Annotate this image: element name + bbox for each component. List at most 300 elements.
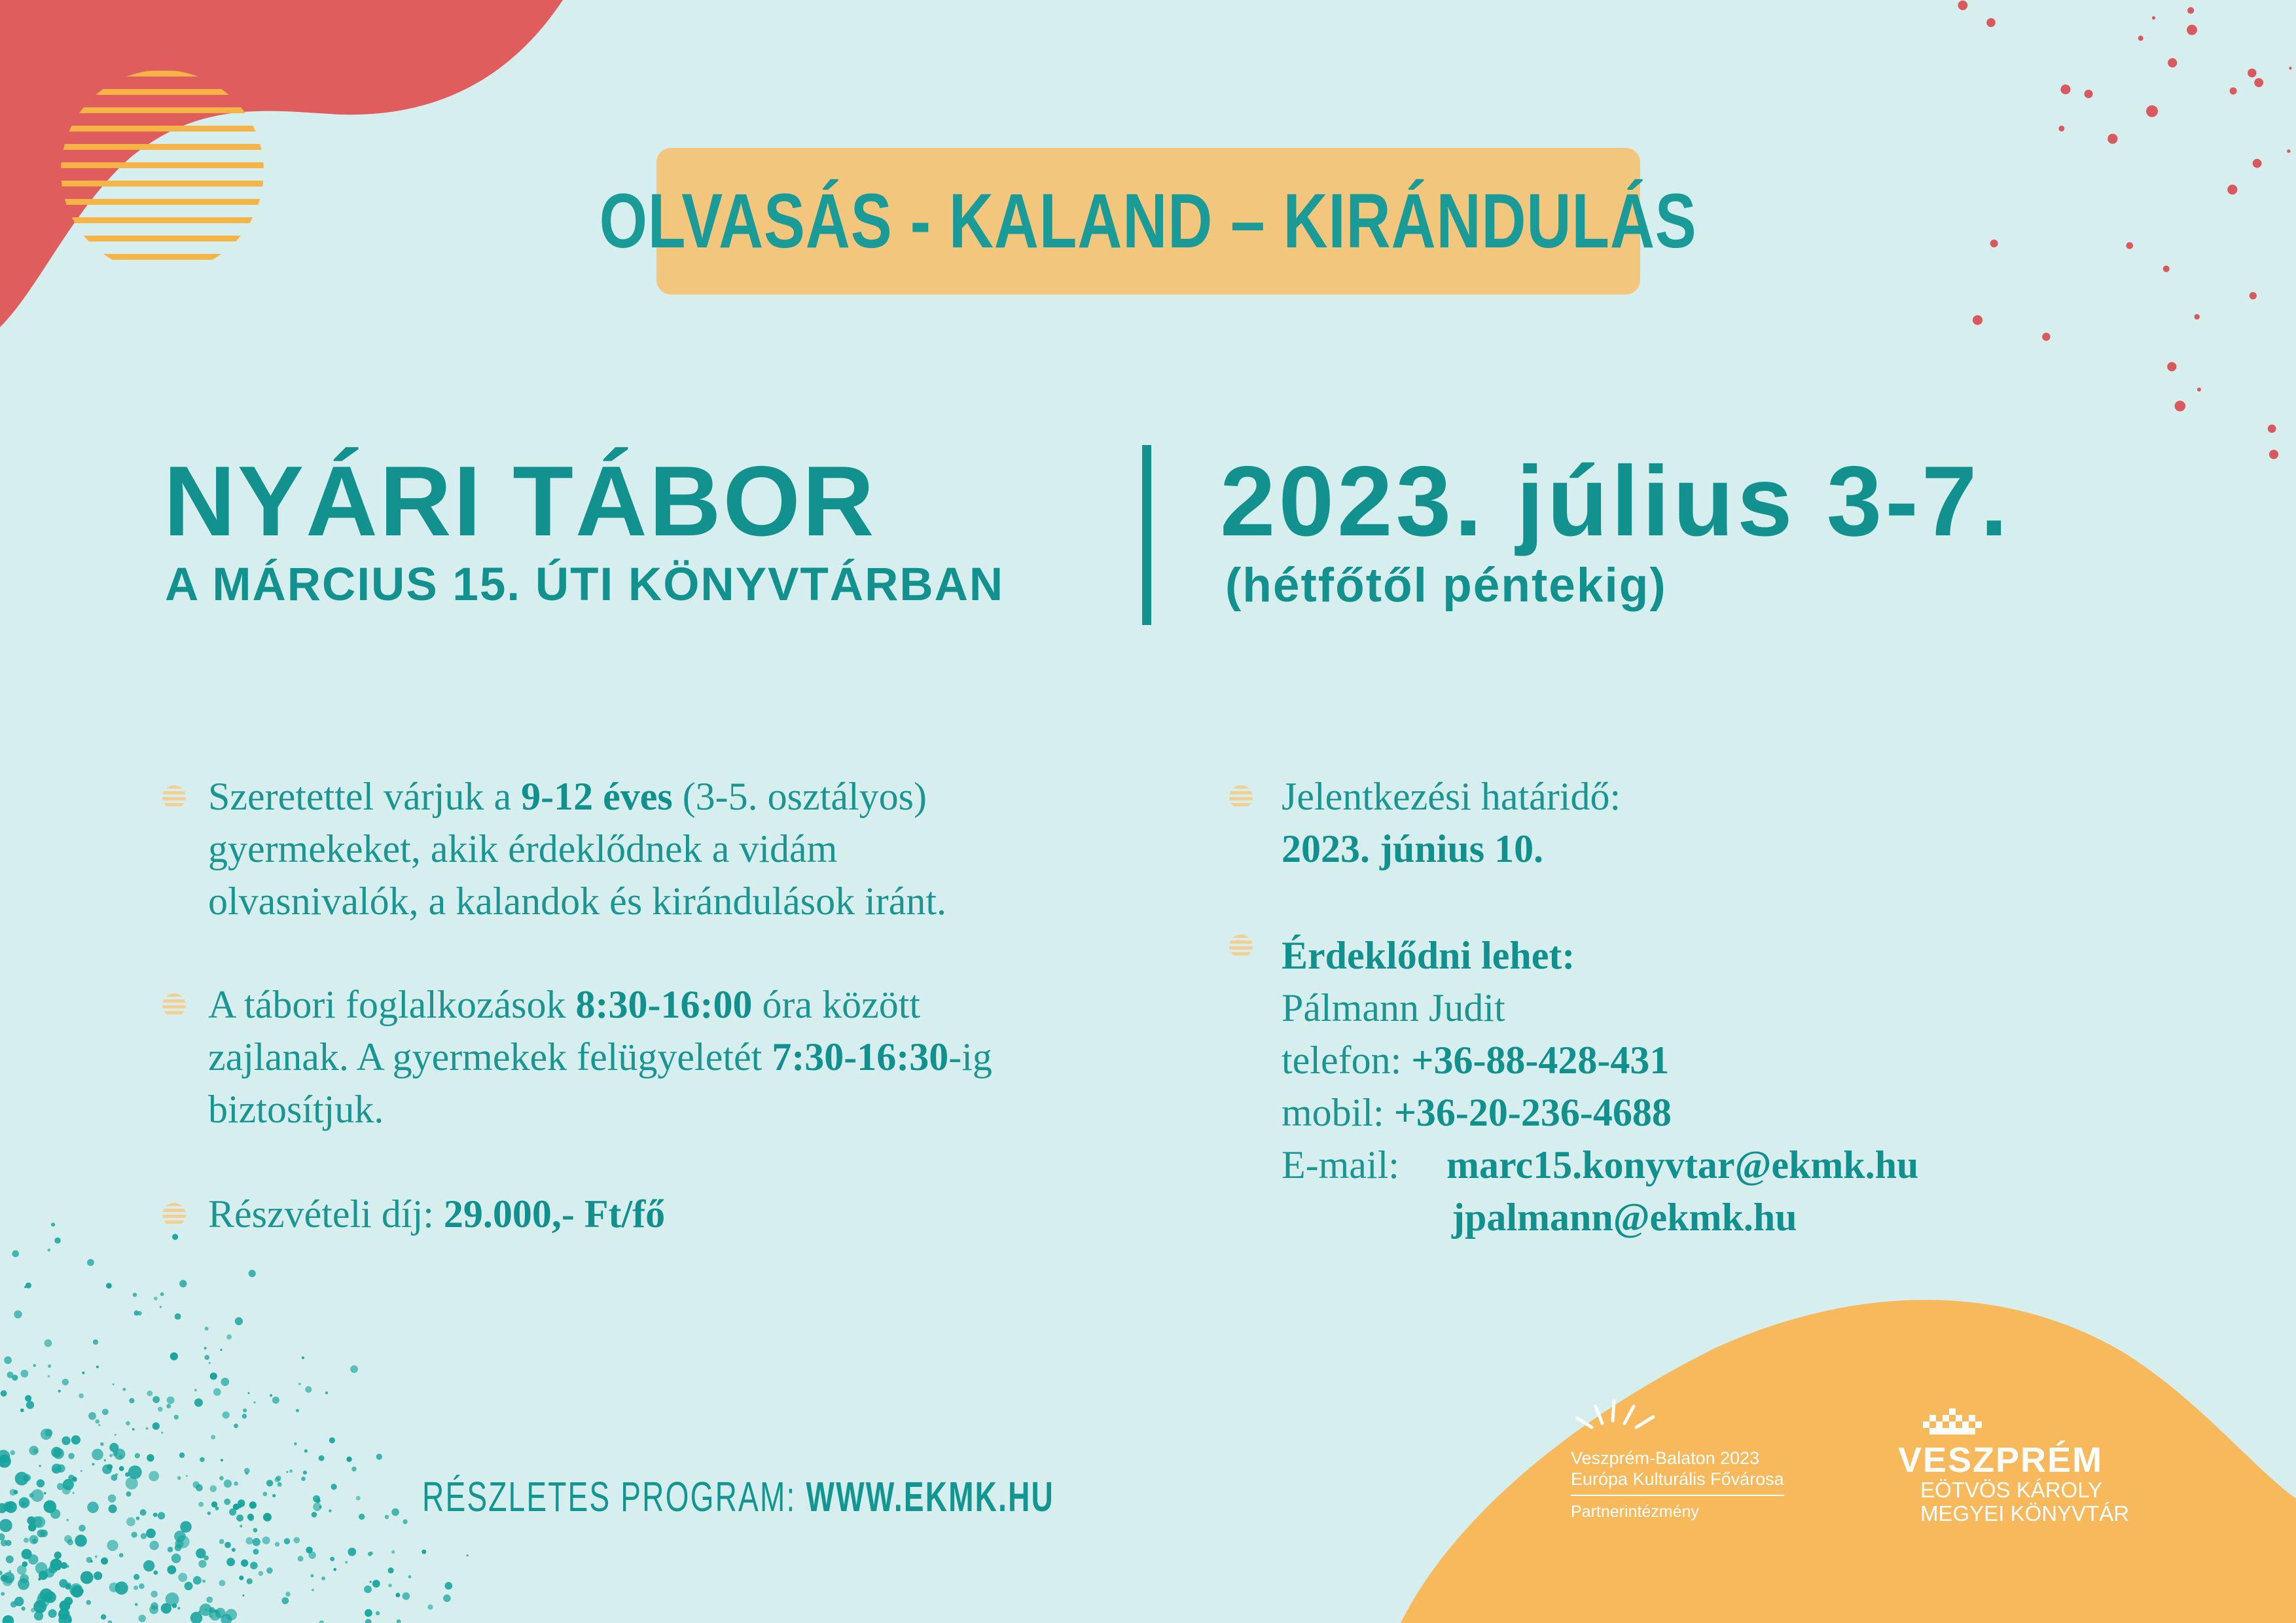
splatter-dot [37, 1479, 45, 1487]
splatter-dot [47, 1249, 50, 1252]
splatter-dot [20, 1408, 24, 1412]
splatter-dot [1, 1540, 7, 1546]
splatter-dot [2138, 35, 2144, 41]
splatter-dot [213, 1388, 221, 1396]
splatter-dot [284, 1538, 291, 1544]
splatter-dot [2167, 362, 2176, 371]
splatter-dot [2289, 67, 2291, 69]
splatter-dot [2269, 450, 2278, 459]
splatter-dot [198, 1502, 204, 1507]
splatter-dot [149, 1541, 158, 1550]
splatter-dot [294, 1442, 296, 1445]
contact-info [1282, 929, 1918, 1243]
splatter-dot [185, 1582, 193, 1590]
splatter-dot [209, 1614, 213, 1618]
splatter-dot [275, 1542, 279, 1546]
splatter-dot [211, 1435, 215, 1440]
splatter-dot [57, 1483, 64, 1490]
splatter-dot [206, 1597, 213, 1603]
splatter-dot [278, 1482, 282, 1487]
ekf-line1: Veszprém-Balaton 2023 [1571, 1448, 1760, 1468]
splatter-dot [3, 1615, 14, 1623]
splatter-dot [20, 1370, 28, 1378]
splatter-dot [207, 1512, 211, 1516]
splatter-dot [427, 1605, 433, 1610]
splatter-dot [141, 1533, 147, 1539]
splatter-dot [58, 1390, 61, 1393]
splatter-dot [223, 1412, 230, 1419]
splatter-dot [129, 1398, 134, 1403]
splatter-dot [1958, 1, 1968, 10]
splatter-dot [1, 1390, 7, 1397]
splatter-dot [2168, 58, 2177, 67]
splatter-dot [2058, 126, 2064, 132]
splatter-dot [205, 1327, 209, 1330]
deadline-label: Jelentkezési határidő: [1282, 775, 1621, 818]
age-range: 9-12 éves [521, 775, 673, 818]
splatter-dot [138, 1614, 146, 1622]
splatter-dot [302, 1357, 304, 1359]
text: Részvételi díj: [208, 1192, 444, 1236]
splatter-dot [204, 1347, 207, 1349]
splatter-dot [179, 1452, 185, 1457]
splatter-dot [391, 1550, 395, 1554]
page-subtitle: A MÁRCIUS 15. ÚTI KÖNYVTÁRBAN [165, 559, 1005, 611]
splatter-dot [94, 1571, 102, 1580]
splatter-dot [160, 1306, 162, 1308]
splatter-dot [296, 1409, 299, 1412]
splatter-dot [59, 1579, 67, 1588]
splatter-dot [224, 1542, 231, 1548]
splatter-dot [253, 1401, 255, 1403]
splatter-dot [175, 1313, 181, 1320]
splatter-dot [2042, 332, 2050, 340]
splatter-dot [249, 1501, 257, 1508]
splatter-dot [14, 1310, 22, 1318]
splatter-dot [388, 1567, 394, 1573]
splatter-dot [2227, 185, 2237, 194]
splatter-dot [219, 1580, 226, 1586]
splatter-dot [319, 1620, 324, 1623]
deadline-info [1282, 770, 1621, 875]
splatter-dot [152, 1396, 160, 1403]
splatter-dot [467, 1554, 469, 1556]
mobile-label: mobil: [1282, 1091, 1384, 1134]
splatter-dot [247, 1392, 249, 1394]
splatter-dot [115, 1434, 117, 1436]
splatter-dot [14, 1490, 18, 1495]
splatter-dot [242, 1595, 244, 1597]
splatter-dot [221, 1459, 223, 1461]
text: (3-5. osztályos) [672, 775, 927, 818]
splatter-dot [106, 1283, 112, 1289]
splatter-dot [108, 1494, 117, 1503]
splatter-dot [365, 1609, 372, 1617]
splatter-dot [33, 1364, 36, 1367]
splatter-dot [200, 1457, 205, 1463]
splatter-dot [310, 1574, 314, 1577]
splatter-dot [87, 1502, 99, 1514]
splatter-dot [319, 1455, 325, 1461]
splatter-dot [87, 1259, 94, 1266]
program-hours: 8:30-16:00 [575, 983, 753, 1026]
splatter-dot [198, 1560, 206, 1568]
splatter-dot [146, 1529, 156, 1539]
splatter-dot [0, 1533, 5, 1541]
splatter-dot [133, 1293, 137, 1297]
splatter-dot [1973, 315, 1982, 325]
splatter-dot [2250, 292, 2257, 299]
splatter-dot [166, 1404, 171, 1408]
splatter-dot [303, 1471, 307, 1474]
bullet-icon [162, 1203, 186, 1226]
splatter-dot [66, 1519, 69, 1522]
splatter-dot [96, 1366, 99, 1368]
splatter-dot [1990, 240, 1998, 247]
splatter-dot [298, 1383, 301, 1385]
splatter-dot [232, 1548, 236, 1552]
splatter-dot [167, 1565, 176, 1575]
email-link[interactable]: marc15.konyvtar@ekmk.hu [1446, 1143, 1919, 1186]
splatter-dot [73, 1492, 75, 1494]
splatter-dot [240, 1525, 242, 1527]
splatter-dot [345, 1561, 348, 1563]
splatter-dot [2146, 105, 2158, 117]
splatter-dot [224, 1499, 230, 1505]
splatter-dot [75, 1535, 87, 1547]
program-link [422, 1472, 1054, 1521]
contact-heading: Érdeklődni lehet: [1282, 934, 1575, 977]
splatter-dot [126, 1421, 130, 1425]
splatter-dot [122, 1388, 126, 1391]
splatter-dot [253, 1528, 258, 1533]
ekf-line3: Partnerintézmény [1571, 1503, 1699, 1521]
splatter-dot [177, 1476, 181, 1480]
splatter-dot [2152, 16, 2155, 20]
splatter-dot [147, 1454, 154, 1461]
splatter-dot [68, 1453, 75, 1459]
splatter-dot [330, 1557, 334, 1561]
splatter-dot [10, 1601, 17, 1608]
splatter-dot [2230, 88, 2237, 95]
phone-label: telefon: [1282, 1039, 1402, 1082]
splatter-dot [285, 1592, 291, 1597]
splatter-dot [391, 1508, 399, 1516]
splatter-dot [1, 1575, 8, 1582]
splatter-dot [2268, 425, 2276, 433]
splatter-dot [158, 1407, 163, 1412]
splatter-dot [146, 1427, 149, 1430]
splatter-dot [346, 1457, 351, 1462]
splatter-dot [101, 1614, 106, 1620]
splatter-dot [147, 1391, 152, 1397]
splatter-dot [253, 1549, 259, 1555]
splatter-dot [356, 1496, 361, 1501]
splatter-dot [395, 1593, 400, 1597]
splatter-dot [134, 1310, 139, 1315]
crown-icon [1923, 1408, 1988, 1438]
library-line1: VESZPRÉM [1898, 1440, 2104, 1480]
fee-info [208, 1188, 665, 1240]
splatter-dot [210, 1372, 217, 1380]
event-date: 2023. július 3-7. [1220, 446, 2011, 557]
teal-splatter [0, 1222, 469, 1623]
splatter-dot [329, 1437, 335, 1443]
splatter-dot [2197, 387, 2201, 391]
splatter-dot [289, 1469, 293, 1472]
library-line2: EÖTVÖS KÁROLY [1920, 1478, 2103, 1502]
splatter-dot [48, 1565, 58, 1574]
splatter-dot [93, 1340, 98, 1345]
bullet-icon [162, 785, 186, 809]
splatter-dot [108, 1620, 112, 1623]
splatter-dot [22, 1561, 28, 1567]
splatter-dot [119, 1466, 124, 1471]
splatter-dot [209, 1362, 211, 1364]
splatter-dot [235, 1317, 243, 1325]
splatter-dot [196, 1548, 206, 1558]
page-title: NYÁRI TÁBOR [164, 446, 876, 557]
text: óra között [752, 983, 921, 1026]
splatter-dot [0, 1519, 12, 1532]
splatter-dot [67, 1539, 73, 1545]
splatter-dot [135, 1453, 140, 1458]
splatter-dot [365, 1619, 372, 1623]
splatter-dot [48, 1364, 51, 1368]
splatter-dot [72, 1477, 77, 1482]
splatter-dot [397, 1619, 401, 1623]
splatter-dot [221, 1378, 229, 1386]
splatter-dot [193, 1576, 202, 1584]
splatter-dot [170, 1352, 178, 1360]
splatter-dot [2195, 314, 2200, 319]
splatter-dot [139, 1583, 145, 1589]
splatter-dot [443, 1594, 451, 1602]
splatter-dot [51, 1222, 55, 1226]
splatter-dot [202, 1580, 206, 1583]
splatter-dot [136, 1516, 140, 1520]
program-label: RÉSZLETES PROGRAM: [422, 1473, 797, 1520]
splatter-dot [132, 1428, 135, 1431]
splatter-dot [2126, 242, 2134, 249]
splatter-dot [6, 1556, 14, 1563]
splatter-dot [239, 1576, 243, 1580]
splatter-dot [24, 1538, 29, 1543]
splatter-dot [134, 1586, 138, 1590]
splatter-dot [370, 1581, 372, 1583]
splatter-dot [351, 1467, 357, 1472]
splatter-dot [422, 1550, 426, 1554]
splatter-dot [348, 1548, 356, 1556]
splatter-dot [140, 1509, 147, 1516]
fee-amount: 29.000,- Ft/fő [443, 1192, 666, 1236]
splatter-dot [2060, 84, 2070, 94]
splatter-dot [167, 1397, 175, 1404]
splatter-dot [200, 1603, 212, 1616]
splatter-dot [53, 1448, 64, 1459]
splatter-dot [109, 1582, 119, 1592]
splatter-dot [385, 1515, 389, 1520]
splatter-dot [48, 1375, 50, 1378]
splatter-dot [333, 1568, 336, 1571]
splatter-dot [63, 1479, 74, 1490]
splatter-dot [92, 1463, 94, 1465]
splatter-dot [2187, 25, 2197, 35]
splatter-dot [9, 1570, 11, 1573]
splatter-dot [86, 1557, 92, 1563]
splatter-dot [266, 1480, 273, 1486]
splatter-dot [154, 1571, 158, 1575]
splatter-dot [7, 1372, 14, 1378]
splatter-dot [24, 1474, 31, 1482]
splatter-dot [315, 1499, 320, 1503]
splatter-dot [1, 1592, 5, 1596]
deadline-date: 2023. június 10. [1282, 827, 1544, 870]
splatter-dot [179, 1280, 187, 1287]
splatter-dot [2253, 159, 2262, 168]
splatter-dot [325, 1391, 328, 1394]
program-url[interactable]: WWW.EKMK.HU [806, 1473, 1054, 1520]
schedule-info [208, 978, 992, 1135]
splatter-dot [249, 1270, 256, 1277]
splatter-dot [190, 1612, 203, 1623]
splatter-dot [242, 1414, 247, 1418]
splatter-dot [194, 1389, 197, 1391]
splatter-dot [79, 1525, 86, 1532]
splatter-dot [247, 1514, 254, 1520]
splatter-dot [177, 1607, 180, 1609]
phone-number[interactable]: +36-88-428-431 [1411, 1039, 1670, 1082]
splatter-dot [172, 1603, 177, 1609]
splatter-dot [29, 1446, 39, 1455]
splatter-dot [48, 1609, 57, 1618]
splatter-dot [79, 1393, 84, 1399]
splatter-dot [174, 1531, 186, 1543]
splatter-dot [40, 1529, 48, 1537]
splatter-dot [445, 1582, 453, 1590]
splatter-dot [62, 1436, 70, 1445]
splatter-dot [286, 1471, 288, 1473]
splatter-dot [88, 1412, 96, 1420]
splatter-dot [19, 1497, 30, 1508]
splatter-dot [28, 1554, 39, 1565]
splatter-dot [281, 1597, 289, 1605]
splatter-dot [194, 1399, 203, 1407]
splatter-dot [372, 1580, 380, 1588]
splatter-dot [149, 1471, 159, 1482]
splatter-dot [95, 1419, 99, 1424]
splatter-dot [81, 1470, 82, 1472]
splatter-dot [329, 1509, 331, 1512]
splatter-dot [312, 1512, 317, 1518]
splatter-dot [160, 1293, 164, 1296]
splatter-dot [192, 1481, 200, 1488]
mobile-number[interactable]: +36-20-236-4688 [1393, 1091, 1672, 1134]
splatter-dot [62, 1379, 69, 1385]
splatter-dot [172, 1234, 178, 1240]
splatter-dot [266, 1567, 273, 1574]
splatter-dot [82, 1372, 84, 1374]
splatter-dot [364, 1586, 372, 1594]
splatter-dot [29, 1493, 33, 1497]
splatter-dot [241, 1560, 248, 1567]
splatter-dot [272, 1494, 276, 1497]
splatter-dot [226, 1334, 232, 1340]
splatter-dot [161, 1432, 163, 1434]
splatter-dot [219, 1539, 224, 1544]
splatter-dot [64, 1597, 73, 1605]
splatter-dot [57, 1465, 65, 1473]
splatter-dot [186, 1475, 188, 1477]
splatter-dot [149, 1605, 158, 1614]
splatter-dot [245, 1472, 249, 1475]
sunburst-icon [1571, 1397, 1662, 1436]
splatter-dot [86, 1600, 92, 1605]
splatter-dot [2254, 78, 2263, 87]
splatter-dot [126, 1518, 135, 1527]
splatter-dot [132, 1532, 137, 1538]
coral-splatter [1958, 1, 2292, 459]
text: gyermekeket, akik érdeklődnek a vidám [208, 827, 838, 870]
splatter-dot [95, 1555, 98, 1558]
splatter-dot [350, 1365, 358, 1373]
bullet-icon [162, 993, 186, 1017]
splatter-dot [126, 1491, 132, 1497]
splatter-dot [153, 1512, 158, 1517]
event-date-note: (hétfőtől péntekig) [1225, 559, 1667, 612]
splatter-dot [69, 1583, 82, 1596]
splatter-dot [104, 1459, 106, 1461]
splatter-dot [175, 1544, 182, 1552]
splatter-dot [119, 1553, 124, 1558]
splatter-dot [272, 1397, 279, 1404]
text: -ig [948, 1035, 992, 1079]
splatter-dot [403, 1520, 407, 1524]
splatter-dot [92, 1449, 103, 1461]
splatter-dot [388, 1584, 392, 1588]
splatter-dot [101, 1558, 108, 1565]
splatter-dot [113, 1383, 115, 1385]
splatter-dot [220, 1349, 222, 1351]
splatter-dot [211, 1501, 217, 1507]
email-link[interactable]: jpalmann@ekmk.hu [1452, 1196, 1797, 1239]
splatter-dot [331, 1484, 337, 1489]
splatter-dot [180, 1521, 192, 1533]
text: biztosítjuk. [208, 1088, 384, 1131]
splatter-dot [54, 1238, 61, 1244]
splatter-dot [2175, 401, 2185, 411]
splatter-dot [234, 1482, 238, 1486]
splatter-dot [0, 1571, 3, 1575]
splatter-dot [236, 1514, 243, 1522]
splatter-dot [321, 1577, 325, 1580]
splatter-dot [98, 1424, 100, 1426]
splatter-dot [44, 1492, 46, 1495]
bullet-icon [1229, 785, 1253, 809]
splatter-dot [39, 1465, 41, 1467]
splatter-dot [4, 1357, 12, 1364]
splatter-dot [58, 1567, 61, 1570]
splatter-dot [100, 1442, 104, 1446]
splatter-dot [263, 1513, 272, 1522]
splatter-dot [226, 1558, 235, 1566]
splatter-dot [275, 1477, 280, 1482]
splatter-dot [21, 1607, 25, 1611]
splatter-dot [71, 1435, 81, 1444]
text: Szeretettel várjuk a [208, 775, 522, 818]
library-line3: MEGYEI KÖNYVTÁR [1920, 1501, 2130, 1525]
splatter-dot [253, 1538, 260, 1546]
